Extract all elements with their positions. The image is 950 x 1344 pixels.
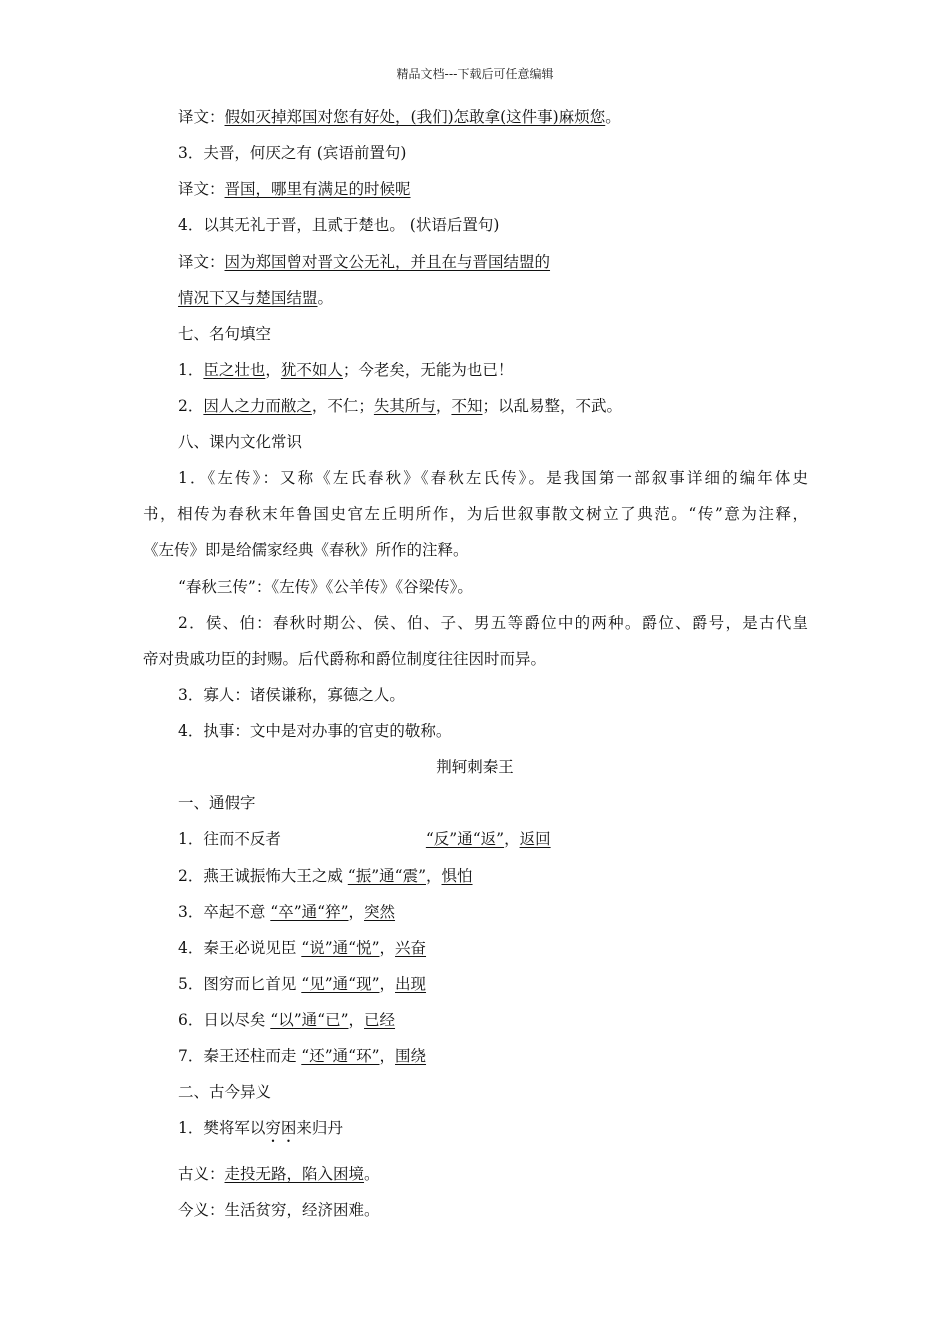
answer: 因人之力而敝之 xyxy=(203,397,312,415)
tongjia-7 xyxy=(178,1046,426,1066)
sentence: 来归丹 xyxy=(296,1119,343,1137)
section-heading-8: 八、课内文化常识 xyxy=(178,433,303,451)
section-heading-gujin: 二、古今异义 xyxy=(178,1083,272,1101)
sentence-3: 3．夫晋，何厌之有 (宾语前置句) xyxy=(178,144,407,162)
gujin-modern-meaning: 今义：生活贫穷，经济困难。 xyxy=(178,1201,380,1219)
section-heading-7: 七、名句填空 xyxy=(178,325,272,343)
translation-line-3 xyxy=(178,179,411,199)
tongjia-5 xyxy=(178,974,426,994)
sentence-4: 4．以其无礼于晋，且贰于楚也。 (状语后置句) xyxy=(178,216,500,234)
answer: 臣之壮也 xyxy=(203,361,266,379)
answer: “卒”通“猝” xyxy=(270,903,349,921)
punct: ， xyxy=(379,939,396,957)
punct: ， xyxy=(426,867,442,885)
meaning: 出现 xyxy=(395,975,427,993)
label: 译文： xyxy=(178,253,225,271)
answer: “振”通“震” xyxy=(347,867,426,885)
culture-2-line-2: 帝对贵戚功臣的封赐。后代爵称和爵位制度往往因时而异。 xyxy=(143,650,547,668)
sentence: 1．往而不反者 xyxy=(178,830,281,848)
culture-1-line-3: 《左传》即是给儒家经典《春秋》所作的注释。 xyxy=(143,541,469,559)
answer: “还”通“环” xyxy=(301,1047,380,1065)
culture-4: 4．执事：文中是对办事的官吏的敬称。 xyxy=(178,722,452,740)
punct: 。 xyxy=(317,289,334,307)
sentence: 5．图穷而匕首见 xyxy=(178,975,302,993)
translation-line-1 xyxy=(178,107,621,127)
num: 1． xyxy=(178,361,204,379)
sentence: 7．秦王还柱而走 xyxy=(178,1047,302,1065)
label: 译文： xyxy=(178,180,225,198)
answer: 走投无路，陷入困境 xyxy=(224,1165,365,1183)
key-word: 穷困 xyxy=(265,1119,297,1137)
page-header: 精品文档---下载后可任意编辑 xyxy=(396,67,554,81)
punct: 。 xyxy=(364,1165,380,1183)
quote-fill-2 xyxy=(178,396,622,416)
meaning: 返回 xyxy=(519,830,551,848)
culture-2-line-1: 2．侯、伯：春秋时期公、侯、伯、子、男五等爵位中的两种。爵位、爵号，是古代皇 xyxy=(178,614,808,632)
sentence: 2．燕王诚振怖大王之威 xyxy=(178,867,348,885)
translation-line-4b xyxy=(178,288,333,308)
tongjia-1 xyxy=(178,829,551,849)
meaning: 围绕 xyxy=(395,1047,427,1065)
answer: 情况下又与楚国结盟 xyxy=(178,289,318,307)
answer: “说”通“悦” xyxy=(301,939,380,957)
culture-1-line-2: 书，相传为春秋末年鲁国史官左丘明所作，为后世叙事散文树立了典范。“传”意为注释， xyxy=(143,505,808,523)
answer: 失其所与 xyxy=(373,397,436,415)
punct: 。 xyxy=(605,108,621,126)
label: 古义： xyxy=(178,1165,225,1183)
punct: ， xyxy=(265,361,281,379)
punct: ， xyxy=(379,975,396,993)
culture-1-line-1: 1．《左传》：又称《左氏春秋》《春秋左氏传》。是我国第一部叙事详细的编年体史 xyxy=(178,469,808,487)
tongjia-6 xyxy=(178,1010,395,1030)
gujin-1 xyxy=(178,1118,343,1146)
punct: ， xyxy=(348,903,365,921)
lesson-title: 荆轲刺秦王 xyxy=(436,758,514,776)
answer: “反”通“返” xyxy=(425,830,505,848)
answer: “见”通“现” xyxy=(301,975,380,993)
answer: 晋国，哪里有满足的时候呢 xyxy=(224,180,411,198)
meaning: 兴奋 xyxy=(395,939,427,957)
meaning: 惧怕 xyxy=(441,867,473,885)
text: ；以乱易整，不武。 xyxy=(482,397,622,415)
translation-line-4a xyxy=(178,252,550,272)
meaning: 已经 xyxy=(364,1011,396,1029)
quote-fill-1 xyxy=(178,360,513,380)
num: 2． xyxy=(178,397,204,415)
label: 译文： xyxy=(178,108,225,126)
punct: ， xyxy=(504,830,520,848)
tongjia-4 xyxy=(178,938,426,958)
answer: 犹不如人 xyxy=(280,361,343,379)
answer: 不知 xyxy=(451,397,483,415)
text: ，不仁； xyxy=(311,397,374,415)
answer: 假如灭掉郑国对您有好处，(我们)怎敢拿(这件事)麻烦您 xyxy=(224,108,606,126)
meaning: 突然 xyxy=(364,903,396,921)
punct: ， xyxy=(348,1011,365,1029)
sentence: 4．秦王必说见臣 xyxy=(178,939,302,957)
answer: “以”通“已” xyxy=(270,1011,349,1029)
punct: ， xyxy=(379,1047,396,1065)
sentence: 6．日以尽矣 xyxy=(178,1011,271,1029)
answer: 因为郑国曾对晋文公无礼，并且在与晋国结盟的 xyxy=(224,253,551,271)
text: ；今老矣，无能为也已！ xyxy=(342,361,514,379)
sentence: 1．樊将军以 xyxy=(178,1119,266,1137)
tongjia-2 xyxy=(178,866,473,886)
tongjia-3 xyxy=(178,902,395,922)
sentence: 3．卒起不意 xyxy=(178,903,271,921)
culture-three-commentaries: “春秋三传”：《左传》《公羊传》《谷梁传》。 xyxy=(178,578,473,596)
gujin-ancient-meaning xyxy=(178,1164,380,1184)
culture-3: 3．寡人：诸侯谦称，寡德之人。 xyxy=(178,686,405,704)
section-heading-tongjiazi: 一、通假字 xyxy=(178,794,256,812)
punct: ， xyxy=(435,397,452,415)
